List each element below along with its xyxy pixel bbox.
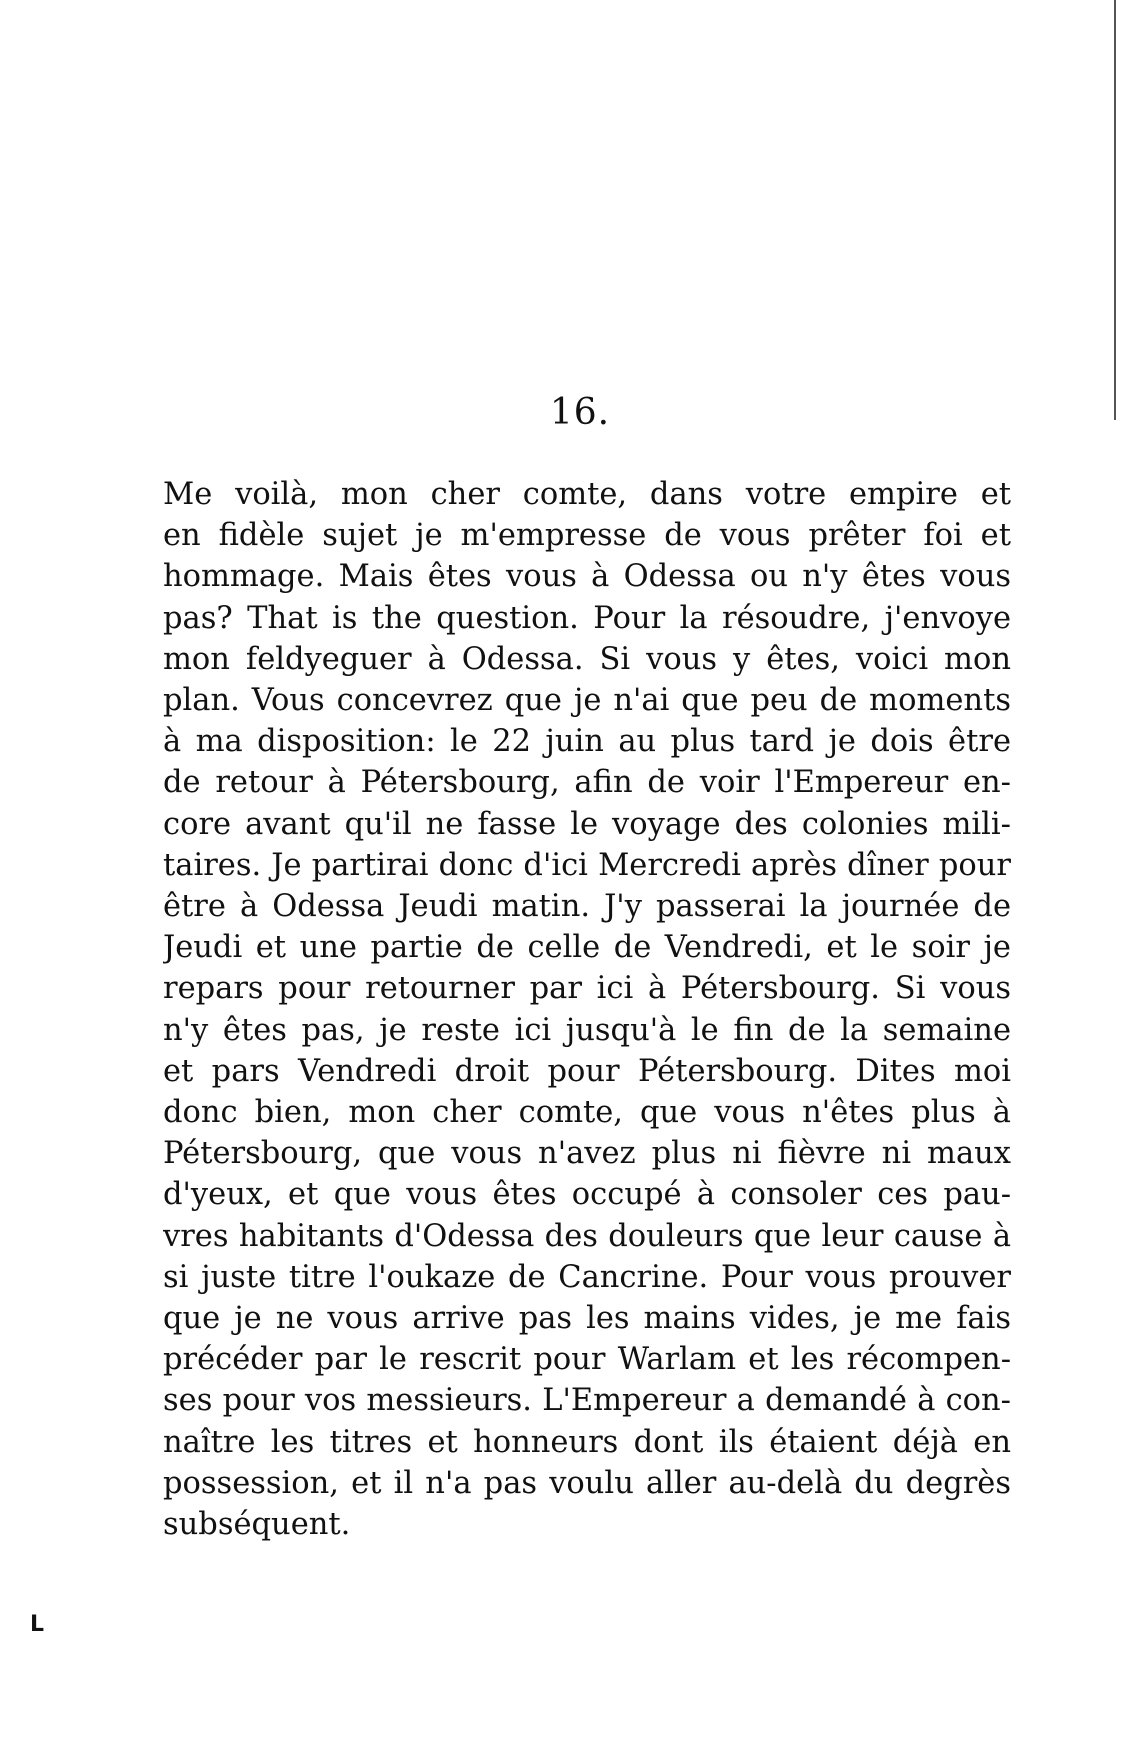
text-line: donc bien, mon cher comte, que vous n'êtes plus à [163, 1095, 1011, 1131]
text-line: précéder par le rescrit pour Warlam et les récompen- [163, 1342, 1011, 1378]
text-line: ses pour vos messieurs. L'Empereur a demandé à con- [163, 1383, 1011, 1419]
text-line: plan. Vous concevrez que je n'ai que peu de moments [163, 683, 1011, 719]
text-line: Me voilà, mon cher comte, dans votre empire et [163, 477, 1011, 512]
text-line: core avant qu'il ne fasse le voyage des colonies mili- [163, 806, 1011, 842]
page-number: 16. [549, 392, 611, 433]
text-line: Pétersbourg, que vous n'avez plus ni fièvre ni maux [163, 1136, 1011, 1172]
text-line: n'y êtes pas, je reste ici jusqu'à le fin de la semaine [163, 1012, 1011, 1048]
text-line: hommage. Mais êtes vous à Odessa ou n'y êtes vous [163, 559, 1011, 595]
text-line: pas? That is the question. Pour la résoudre, j'envoye [163, 600, 1011, 636]
text-line: d'yeux, et que vous êtes occupé à consoler ces pau- [163, 1177, 1011, 1213]
text-line: naître les titres et honneurs dont ils étaient déjà en [163, 1424, 1011, 1460]
text-line: et pars Vendredi droit pour Pétersbourg. Dites moi [163, 1053, 1011, 1089]
letter-body [163, 474, 1011, 1545]
text-line: possession, et il n'a pas voulu aller au-delà du degrès [163, 1465, 1011, 1501]
text-line: mon feldyeguer à Odessa. Si vous y êtes, voici mon [163, 641, 1011, 677]
text-line: de retour à Pétersbourg, afin de voir l'Empereur en- [163, 765, 1011, 801]
text-line: en fidèle sujet je m'empresse de vous prêter foi et [163, 518, 1011, 554]
text-line: que je ne vous arrive pas les mains vides, je me fais [163, 1301, 1011, 1337]
text-line: repars pour retourner par ici à Pétersbourg. Si vous [163, 971, 1011, 1007]
text-line: taires. Je partirai donc d'ici Mercredi après dîner pour [163, 847, 1011, 883]
text-line: Jeudi et une partie de celle de Vendredi, et le soir je [163, 930, 1011, 966]
text-line: à ma disposition: le 22 juin au plus tard je dois être [163, 724, 1011, 760]
text-line: subséquent. [163, 1507, 351, 1543]
text-line: si juste titre l'oukaze de Cancrine. Pour vous prouver [163, 1259, 1011, 1295]
corner-mark: L [30, 1612, 45, 1637]
text-line: vres habitants d'Odessa des douleurs que leur cause à [163, 1218, 1011, 1254]
text-line: être à Odessa Jeudi matin. J'y passerai la journée de [163, 889, 1011, 925]
page-edge-line [1114, 0, 1116, 420]
